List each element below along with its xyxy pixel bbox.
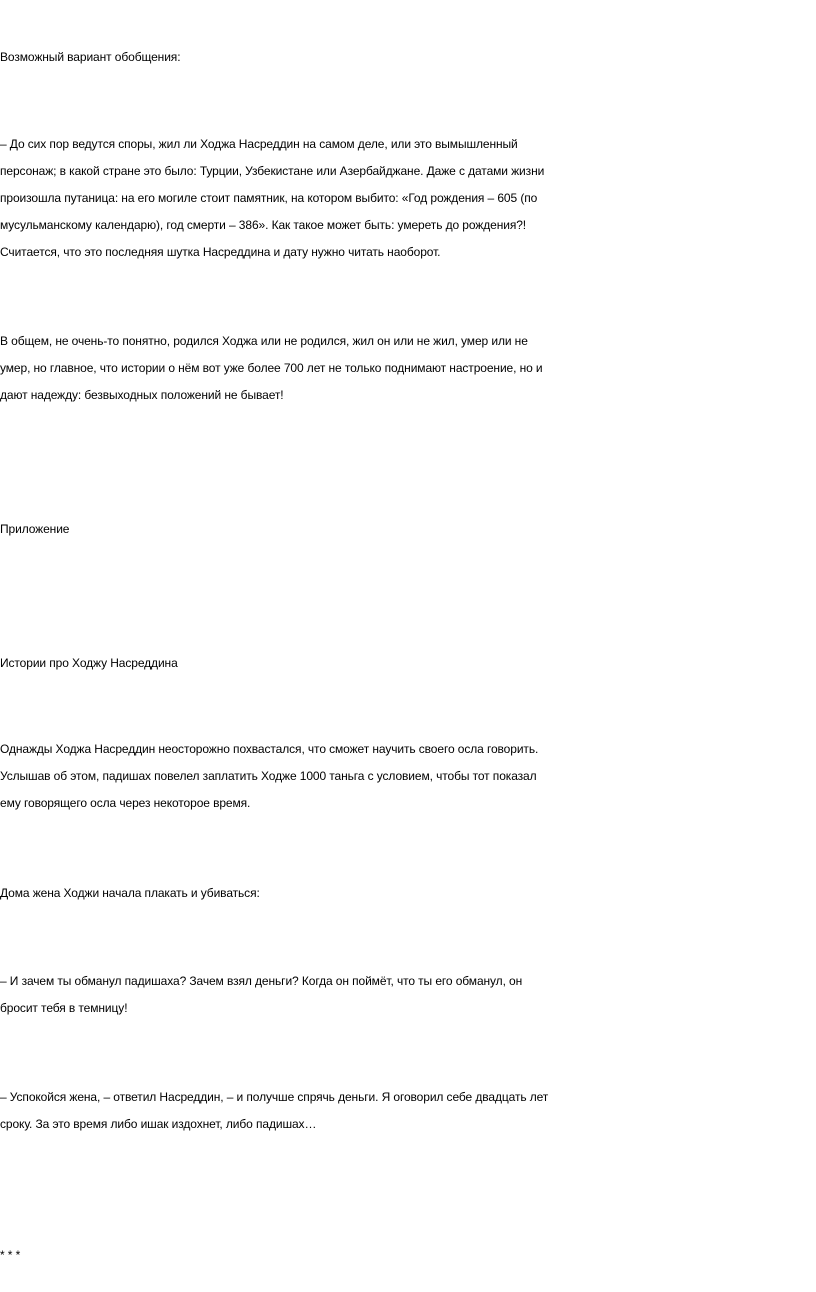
paragraph-conclusion bbox=[0, 328, 816, 409]
stories-heading bbox=[0, 650, 816, 677]
text-line: Дома жена Ходжи начала плакать и убиваться: bbox=[0, 886, 260, 900]
text-line: персонаж; в какой стране это было: Турции, Узбекистане или Азербайджане. Даже с датами жизни bbox=[0, 164, 545, 178]
section-separator bbox=[0, 1242, 816, 1269]
appendix-label bbox=[0, 516, 816, 543]
text-line: дают надежду: безвыходных положений не бывает! bbox=[0, 388, 284, 402]
text-line: Считается, что это последняя шутка Насреддина и дату нужно читать наоборот. bbox=[0, 245, 441, 259]
text-line: мусульманскому календарю), год смерти – 386». Как такое может быть: умереть до рождения?! bbox=[0, 218, 527, 232]
text-line: Истории про Ходжу Насреддина bbox=[0, 656, 178, 670]
text-line: Возможный вариант обобщения: bbox=[0, 50, 181, 64]
text-line: Услышав об этом, падишах повелел заплатить Ходже 1000 таньга с условием, чтобы тот показал bbox=[0, 769, 537, 783]
text-line: В общем, не очень-то понятно, родился Ходжа или не родился, жил он или не жил, умер или не bbox=[0, 334, 528, 348]
paragraph-wife-cries bbox=[0, 880, 816, 907]
text-line: Приложение bbox=[0, 522, 70, 536]
text-line: – До сих пор ведутся споры, жил ли Ходжа Насреддин на самом деле, или это вымышленный bbox=[0, 137, 518, 151]
text-line: умер, но главное, что истории о нём вот уже более 700 лет не только поднимают настроение, но и bbox=[0, 361, 543, 375]
text-line: произошла путаница: на его могиле стоит памятник, на котором выбито: «Год рождения – 605 (по bbox=[0, 191, 538, 205]
text-line: бросит тебя в темницу! bbox=[0, 1001, 128, 1015]
paragraph-donkey-story bbox=[0, 736, 816, 817]
text-line: – И зачем ты обманул падишаха? Зачем взял деньги? Когда он поймёт, что ты его обманул, он bbox=[0, 974, 523, 988]
paragraph-disputes bbox=[0, 131, 816, 266]
text-line: * * * bbox=[0, 1248, 21, 1262]
text-line: Однажды Ходжа Насреддин неосторожно похвастался, что сможет научить своего осла говорить. bbox=[0, 742, 539, 756]
text-line: – Успокойся жена, – ответил Насреддин, – и получше спрячь деньги. Я оговорил себе двадцать лет bbox=[0, 1090, 549, 1104]
text-line: ему говорящего осла через некоторое время. bbox=[0, 796, 251, 810]
paragraph-nasreddin-reply bbox=[0, 1084, 816, 1138]
paragraph-wife-speech bbox=[0, 968, 816, 1022]
summary-heading bbox=[0, 44, 816, 71]
text-line: сроку. За это время либо ишак издохнет, либо падишах… bbox=[0, 1117, 317, 1131]
